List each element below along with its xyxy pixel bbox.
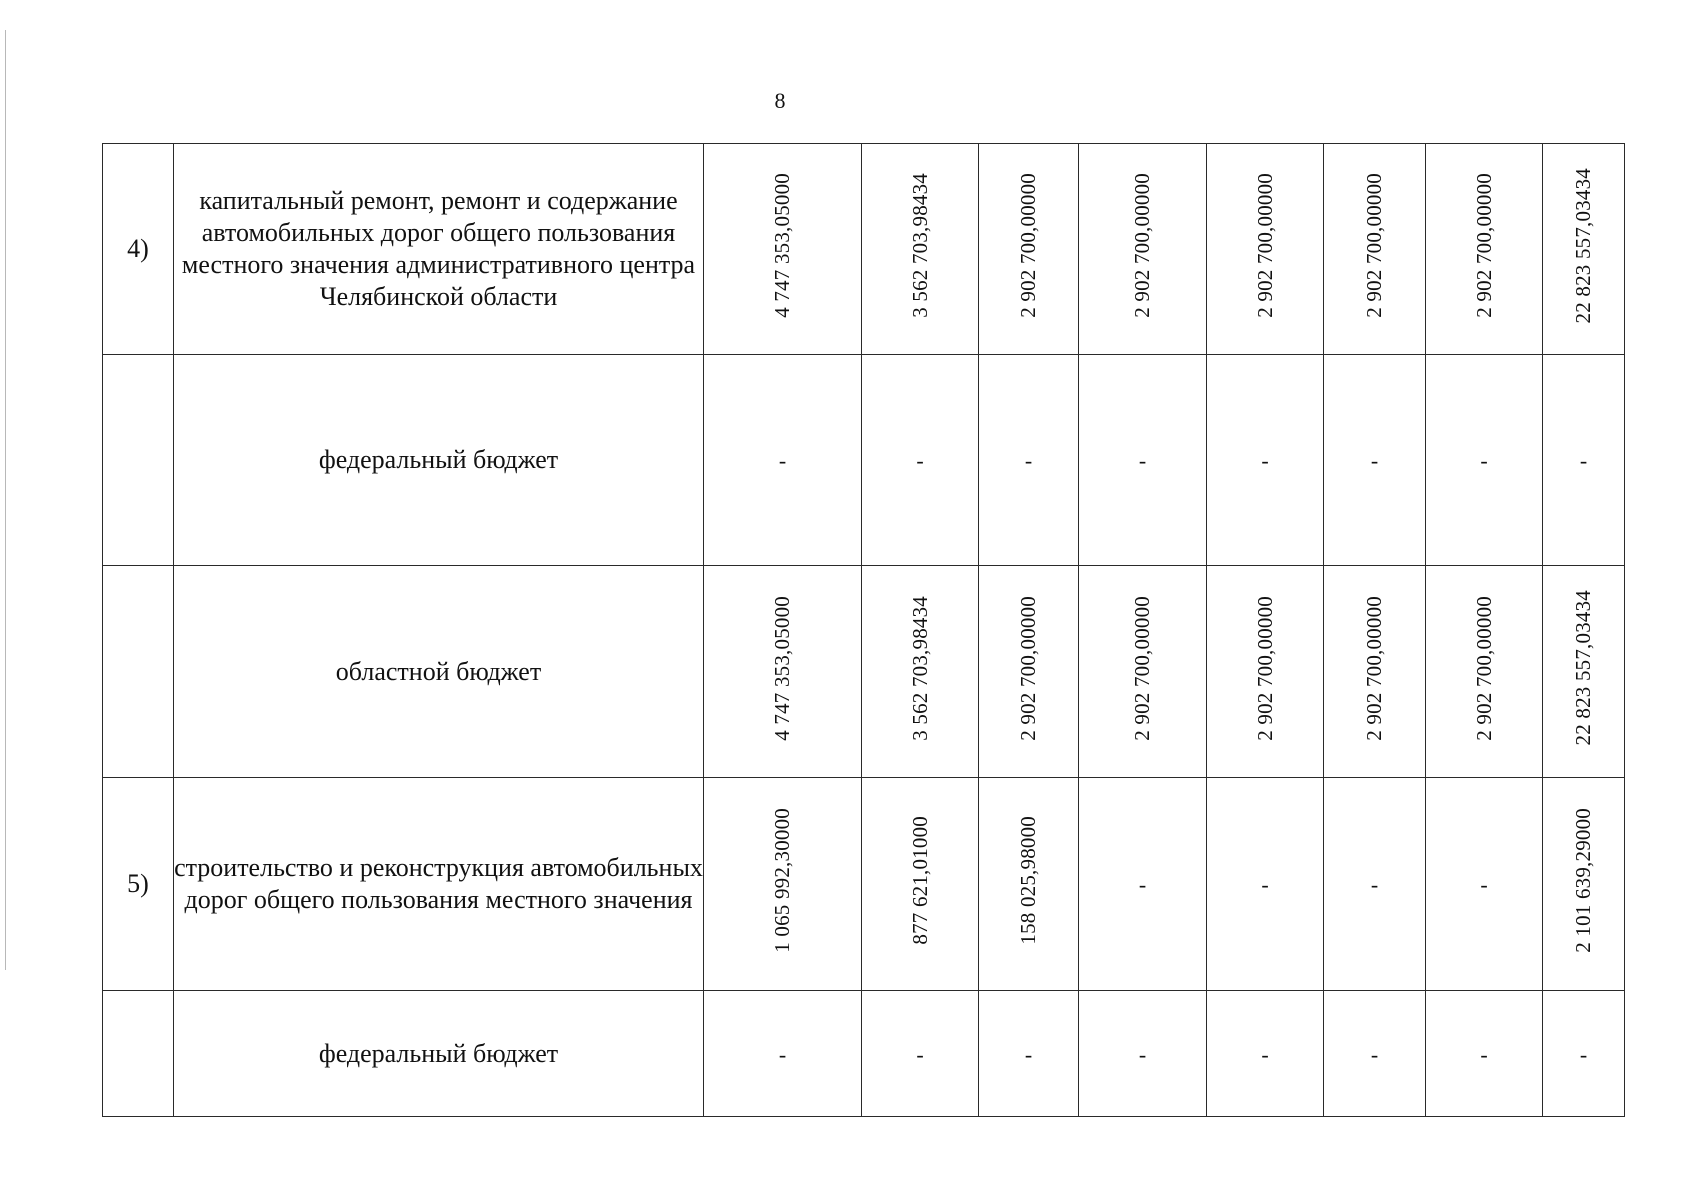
value-cell: [862, 566, 979, 778]
value-text: -: [1024, 448, 1033, 473]
value-cell: [1426, 991, 1543, 1117]
value-text: -: [1261, 872, 1269, 897]
value-text: -: [916, 1041, 924, 1067]
table-row: [103, 778, 1625, 991]
value-text: -: [1579, 1041, 1588, 1067]
table-row: [103, 355, 1625, 566]
value-cell: [1079, 566, 1207, 778]
value-cell: [979, 991, 1079, 1117]
row-description: федеральный бюджет: [174, 991, 704, 1117]
value-cell: [1207, 566, 1324, 778]
value-text: -: [1261, 448, 1269, 473]
value-cell: [979, 144, 1079, 355]
value-text: 2 902 700,00000: [1362, 595, 1386, 741]
value-text: 3 562 703,98434: [907, 173, 932, 318]
value-text: 3 562 703,98434: [907, 595, 932, 741]
value-cell: [1324, 778, 1426, 991]
value-cell: [1079, 778, 1207, 991]
value-cell: [1207, 778, 1324, 991]
value-cell: [1324, 991, 1426, 1117]
value-cell: [862, 778, 979, 991]
budget-table: [102, 143, 1625, 1117]
value-cell: [1324, 566, 1426, 778]
row-description: капитальный ремонт, ремонт и содержание автомобильных дорог общего пользования местного значения административного центра Челябинской области: [174, 144, 704, 355]
value-cell: [1324, 355, 1426, 566]
value-text: 158 025,98000: [1016, 816, 1040, 945]
value-cell: [1426, 355, 1543, 566]
row-description: строительство и реконструкция автомобильных дорог общего пользования местного значения: [174, 778, 704, 991]
value-text: -: [1024, 1041, 1033, 1067]
table-row: [103, 991, 1625, 1117]
value-text: -: [1370, 448, 1379, 473]
row-number: [103, 355, 174, 566]
value-cell: [704, 566, 862, 778]
value-cell: [1543, 778, 1625, 991]
page-number: 8: [774, 88, 786, 113]
value-text: 4 747 353,05000: [770, 173, 794, 318]
row-description: областной бюджет: [174, 566, 704, 778]
value-cell: [1426, 144, 1543, 355]
value-cell: [979, 355, 1079, 566]
table-row: [103, 566, 1625, 778]
value-text: 22 823 557,03434: [1571, 590, 1595, 746]
value-text: -: [1261, 1041, 1269, 1067]
value-text: 22 823 557,03434: [1571, 167, 1595, 324]
value-text: -: [1480, 448, 1488, 473]
value-text: 1 065 992,30000: [770, 808, 794, 953]
value-cell: [1079, 355, 1207, 566]
value-cell: [1207, 355, 1324, 566]
row-number: 5): [103, 778, 174, 991]
value-text: -: [1480, 872, 1488, 897]
value-cell: [979, 778, 1079, 991]
value-cell: [1543, 566, 1625, 778]
value-text: -: [1370, 872, 1379, 897]
value-cell: [862, 991, 979, 1117]
value-text: 2 902 700,00000: [1362, 173, 1386, 318]
value-text: -: [778, 1041, 787, 1067]
value-text: 2 902 700,00000: [1471, 173, 1496, 318]
value-cell: [1543, 991, 1625, 1117]
value-cell: [704, 778, 862, 991]
row-number: [103, 566, 174, 778]
value-cell: [1207, 144, 1324, 355]
value-cell: [862, 355, 979, 566]
value-text: 877 621,01000: [907, 816, 932, 945]
value-cell: [979, 566, 1079, 778]
value-text: -: [1579, 448, 1588, 473]
value-text: -: [1370, 1041, 1379, 1067]
value-cell: [704, 144, 862, 355]
value-text: -: [1138, 872, 1147, 897]
value-cell: [1079, 144, 1207, 355]
value-cell: [862, 144, 979, 355]
value-text: 2 101 639,29000: [1571, 808, 1595, 953]
value-text: -: [1138, 1041, 1147, 1067]
value-text: 4 747 353,05000: [770, 595, 794, 741]
value-text: 2 902 700,00000: [1471, 595, 1496, 741]
value-cell: [1426, 778, 1543, 991]
value-cell: [704, 991, 862, 1117]
value-cell: [1543, 144, 1625, 355]
value-text: 2 902 700,00000: [1016, 173, 1040, 318]
value-text: -: [778, 448, 787, 473]
table-row: [103, 144, 1625, 355]
value-cell: [1207, 991, 1324, 1117]
value-text: 2 902 700,00000: [1130, 173, 1154, 318]
value-text: 2 902 700,00000: [1130, 595, 1154, 741]
value-cell: [704, 355, 862, 566]
value-cell: [1426, 566, 1543, 778]
row-number: 4): [103, 144, 174, 355]
value-text: 2 902 700,00000: [1252, 595, 1277, 741]
value-text: -: [916, 448, 924, 473]
value-text: 2 902 700,00000: [1016, 595, 1040, 741]
value-text: 2 902 700,00000: [1252, 173, 1277, 318]
scan-edge-line: [5, 30, 6, 970]
value-text: -: [1138, 448, 1147, 473]
value-cell: [1543, 355, 1625, 566]
value-cell: [1079, 991, 1207, 1117]
row-description: федеральный бюджет: [174, 355, 704, 566]
value-cell: [1324, 144, 1426, 355]
row-number: [103, 991, 174, 1117]
value-text: -: [1480, 1041, 1488, 1067]
